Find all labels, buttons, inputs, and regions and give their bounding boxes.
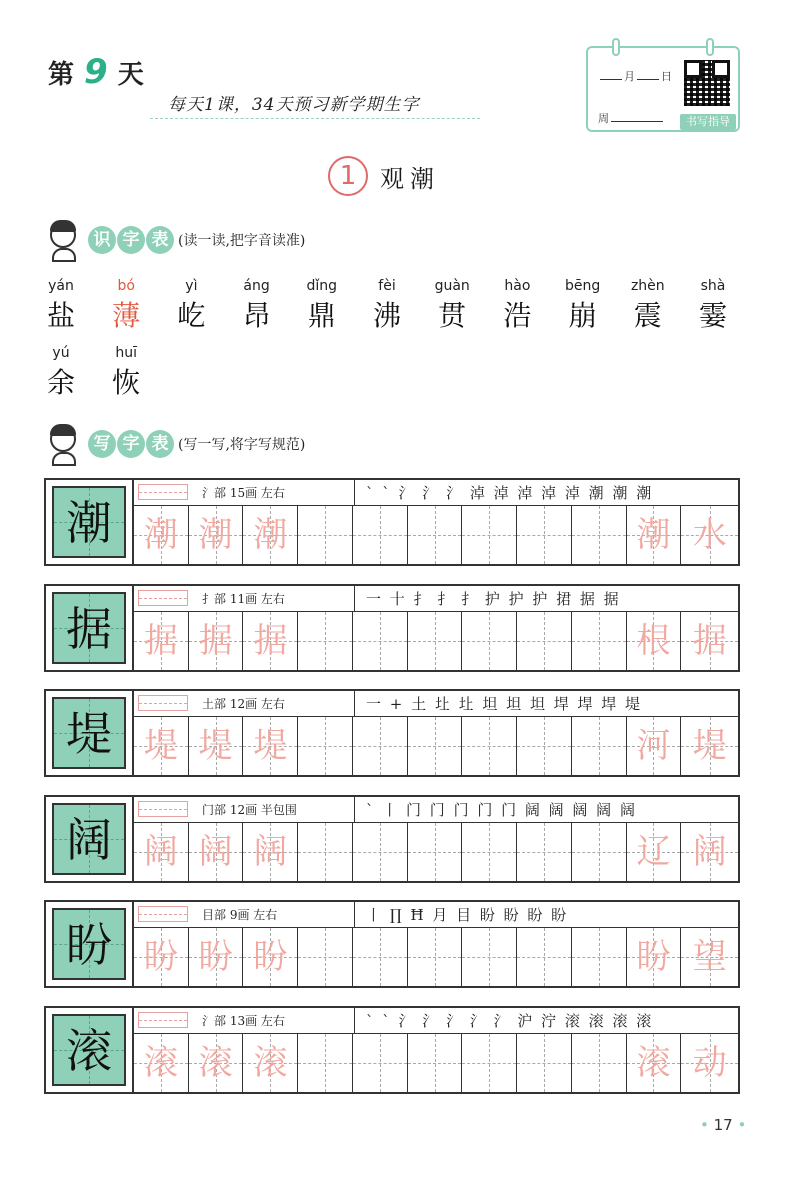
model-char: 潮 [66,496,112,550]
practice-square[interactable] [572,612,627,670]
practice-square[interactable] [408,823,463,881]
pinyin-box[interactable] [138,1012,188,1028]
trace-char: 阔 [143,832,178,872]
trace-char: 盼 [143,937,178,977]
pinyin: dǐng [306,278,338,294]
week-label: 周 [598,112,609,125]
trace-char: 盼 [198,937,233,977]
char-info-row [134,1008,738,1034]
word-char: 河 [636,726,671,766]
char-info-row [134,691,738,717]
practice-square[interactable] [243,612,298,670]
char-info-row [134,902,738,928]
hanzi: 浩 [503,299,532,332]
practice-square[interactable] [408,1034,463,1092]
stroke-order: 一 十 扌 扌 扌 护 护 护 捃 据 据 [366,590,621,608]
writing-block [44,900,740,988]
writing-block [44,584,740,672]
practice-square[interactable] [134,612,189,670]
practice-square[interactable] [517,717,572,775]
day-label: 日 [661,70,672,83]
practice-square[interactable] [572,823,627,881]
hanzi: 薄 [112,299,141,332]
model-char-box [52,697,126,769]
char-info-row [134,797,738,823]
practice-square[interactable] [134,506,189,564]
model-char-box [52,1014,126,1086]
pinyin: yán [48,278,74,294]
recognize-section-header [44,218,305,262]
pinyin: guàn [434,278,470,294]
practice-grid [134,612,738,670]
hanzi: 震 [633,299,662,332]
pinyin-box[interactable] [138,695,188,711]
pinyin: bēng [564,278,601,294]
pinyin: huī [115,345,137,361]
hanzi: 盐 [46,299,75,332]
pinyin-box[interactable] [138,801,188,817]
recognize-hint: (读一读,把字音读准) [178,233,306,249]
stroke-order: 一 + 土 圵 圵 坦 坦 坦 垾 垾 垾 堤 [366,695,643,713]
pinyin: áng [243,278,270,294]
practice-square[interactable] [681,506,738,564]
practice-square[interactable] [627,612,682,670]
practice-square[interactable] [572,1034,627,1092]
calendar-ring-icon [612,38,620,56]
word-char: 盼 [636,937,671,977]
pinyin-box[interactable] [138,906,188,922]
pinyin-box[interactable] [138,484,188,500]
char-info-row [134,586,738,612]
trace-char: 阔 [198,832,233,872]
recognize-char [427,278,477,334]
pinyin: yì [185,278,198,294]
hanzi: 贯 [438,299,467,332]
practice-square[interactable] [134,928,189,986]
practice-grid [134,928,738,986]
pinyin: hào [504,278,531,294]
practice-square[interactable] [627,506,682,564]
recognize-char [558,278,608,334]
practice-square[interactable] [189,612,244,670]
practice-square[interactable] [517,1034,572,1092]
week-line [598,110,665,126]
practice-square[interactable] [408,506,463,564]
practice-grid [134,506,738,564]
write-section-header [44,422,305,466]
practice-square[interactable] [353,717,408,775]
practice-square[interactable] [243,823,298,881]
word-char: 据 [692,621,727,661]
practice-square[interactable] [627,1034,682,1092]
practice-square[interactable] [462,717,517,775]
practice-square[interactable] [462,506,517,564]
lesson-title: 观潮 [380,164,440,193]
trace-char: 滚 [253,1043,288,1083]
practice-square[interactable] [627,823,682,881]
pinyin: yú [52,345,70,361]
recognize-char [101,345,151,401]
practice-square[interactable] [298,1034,353,1092]
practice-square[interactable] [134,1034,189,1092]
trace-char: 阔 [253,832,288,872]
recognize-char [623,278,673,334]
day-prefix: 第 [48,60,75,90]
practice-square[interactable] [353,928,408,986]
practice-square[interactable] [189,928,244,986]
practice-square[interactable] [462,612,517,670]
hanzi: 鼎 [307,299,336,332]
practice-square[interactable] [353,1034,408,1092]
practice-grid [134,717,738,775]
month-label: 月 [624,70,635,83]
word-char: 望 [692,937,727,977]
tagline-underline [150,118,480,119]
practice-square[interactable] [572,928,627,986]
model-char: 滚 [66,1024,112,1078]
practice-square[interactable] [681,717,738,775]
practice-square[interactable] [298,612,353,670]
pinyin-box[interactable] [138,590,188,606]
qr-caption: 书写指导 [680,114,736,130]
pinyin: shà [700,278,726,294]
practice-square[interactable] [353,612,408,670]
radical-strokes-structure: 氵部 13画 左右 [202,1014,285,1028]
model-char-box [52,803,126,875]
trace-char: 潮 [143,515,178,555]
practice-square[interactable] [408,928,463,986]
model-char: 据 [66,602,112,656]
trace-char: 滚 [143,1043,178,1083]
writing-block [44,478,740,566]
stroke-order: 丨 ∏ Ħ 月 目 盼 盼 盼 盼 [366,906,569,924]
write-title: 写 字 表 [88,430,174,458]
recognize-char [232,278,282,334]
date-line [598,68,672,84]
page-number: • 17 • [700,1116,747,1134]
recognize-char [166,278,216,334]
recognize-char [297,278,347,334]
model-char-box [52,908,126,980]
tagline: 每天1课，34天预习新学期生字 [168,95,420,115]
trace-char: 盼 [253,937,288,977]
hanzi: 沸 [372,299,401,332]
day-suffix: 天 [117,60,144,90]
practice-square[interactable] [462,1034,517,1092]
practice-grid [134,1034,738,1092]
trace-char: 据 [253,621,288,661]
practice-square[interactable] [681,612,738,670]
practice-square[interactable] [243,1034,298,1092]
trace-char: 堤 [198,726,233,766]
word-char: 辽 [636,832,671,872]
practice-square[interactable] [134,717,189,775]
hanzi: 崩 [568,299,597,332]
lesson-heading [328,156,440,196]
practice-square[interactable] [298,506,353,564]
pinyin: fèi [378,278,396,294]
word-char: 阔 [692,832,727,872]
practice-square[interactable] [572,506,627,564]
writing-block [44,689,740,777]
practice-square[interactable] [189,1034,244,1092]
recognize-char [36,278,86,334]
model-char: 盼 [66,918,112,972]
hanzi: 霎 [698,299,727,332]
writing-block [44,1006,740,1094]
practice-square[interactable] [572,717,627,775]
trace-char: 据 [143,621,178,661]
recognize-char [688,278,738,334]
practice-square[interactable] [517,612,572,670]
recognize-char [492,278,542,334]
day-title [48,52,144,92]
word-char: 水 [692,515,727,555]
stroke-order: ` ` 氵 氵 氵 氵 氵 沪 泞 滚 滚 滚 滚 [366,1012,654,1030]
model-char: 堤 [66,707,112,761]
pinyin: bó [117,278,135,294]
writing-block [44,795,740,883]
practice-square[interactable] [627,717,682,775]
day-number: 9 [84,52,108,92]
hanzi: 昂 [242,299,271,332]
practice-square[interactable] [243,717,298,775]
practice-square[interactable] [681,928,738,986]
trace-char: 堤 [143,726,178,766]
word-char: 滚 [636,1043,671,1083]
calendar-ring-icon [706,38,714,56]
trace-char: 堤 [253,726,288,766]
word-char: 潮 [636,515,671,555]
practice-square[interactable] [517,928,572,986]
practice-square[interactable] [134,823,189,881]
radical-strokes-structure: 扌部 11画 左右 [202,592,285,606]
trace-char: 潮 [253,515,288,555]
day-blank[interactable] [637,79,659,80]
qr-code-icon[interactable] [684,60,730,106]
hanzi: 恢 [112,366,141,399]
practice-square[interactable] [298,717,353,775]
practice-square[interactable] [517,506,572,564]
radical-strokes-structure: 土部 12画 左右 [202,697,285,711]
stroke-order: ` ` 氵 氵 氵 淖 淖 淖 淖 淖 潮 潮 潮 [366,484,654,502]
practice-square[interactable] [408,612,463,670]
recognize-char [36,345,86,401]
lesson-number: 1 [328,156,368,196]
practice-square[interactable] [189,717,244,775]
char-info-row [134,480,738,506]
practice-square[interactable] [243,928,298,986]
practice-square[interactable] [681,823,738,881]
week-blank[interactable] [611,121,663,122]
practice-grid [134,823,738,881]
hanzi: 余 [46,366,75,399]
practice-square[interactable] [681,1034,738,1092]
model-char: 阔 [66,813,112,867]
practice-square[interactable] [462,823,517,881]
write-hint: (写一写,将字写规范) [178,437,306,453]
practice-square[interactable] [353,506,408,564]
practice-square[interactable] [627,928,682,986]
hanzi: 屹 [177,299,206,332]
practice-square[interactable] [462,928,517,986]
model-char-box [52,592,126,664]
month-blank[interactable] [600,79,622,80]
model-char-box [52,486,126,558]
trace-char: 据 [198,621,233,661]
trace-char: 滚 [198,1043,233,1083]
recognize-title: 识 字 表 [88,226,174,254]
practice-square[interactable] [189,506,244,564]
word-char: 堤 [692,726,727,766]
trace-char: 潮 [198,515,233,555]
date-card [586,46,740,132]
radical-strokes-structure: 门部 12画 半包围 [202,803,297,817]
recognize-char [362,278,412,334]
radical-strokes-structure: 目部 9画 左右 [202,908,278,922]
practice-square[interactable] [353,823,408,881]
radical-strokes-structure: 氵部 15画 左右 [202,486,285,500]
practice-square[interactable] [517,823,572,881]
practice-square[interactable] [298,823,353,881]
writing-kid-icon [44,422,86,466]
stroke-order: ` 丨 门 门 门 门 门 阔 阔 阔 阔 阔 [366,801,637,819]
recognize-char [101,278,151,334]
word-char: 根 [636,621,671,661]
practice-square[interactable] [189,823,244,881]
reading-kid-icon [44,218,86,262]
practice-square[interactable] [298,928,353,986]
practice-square[interactable] [408,717,463,775]
word-char: 动 [692,1043,727,1083]
practice-square[interactable] [243,506,298,564]
pinyin: zhèn [630,278,665,294]
